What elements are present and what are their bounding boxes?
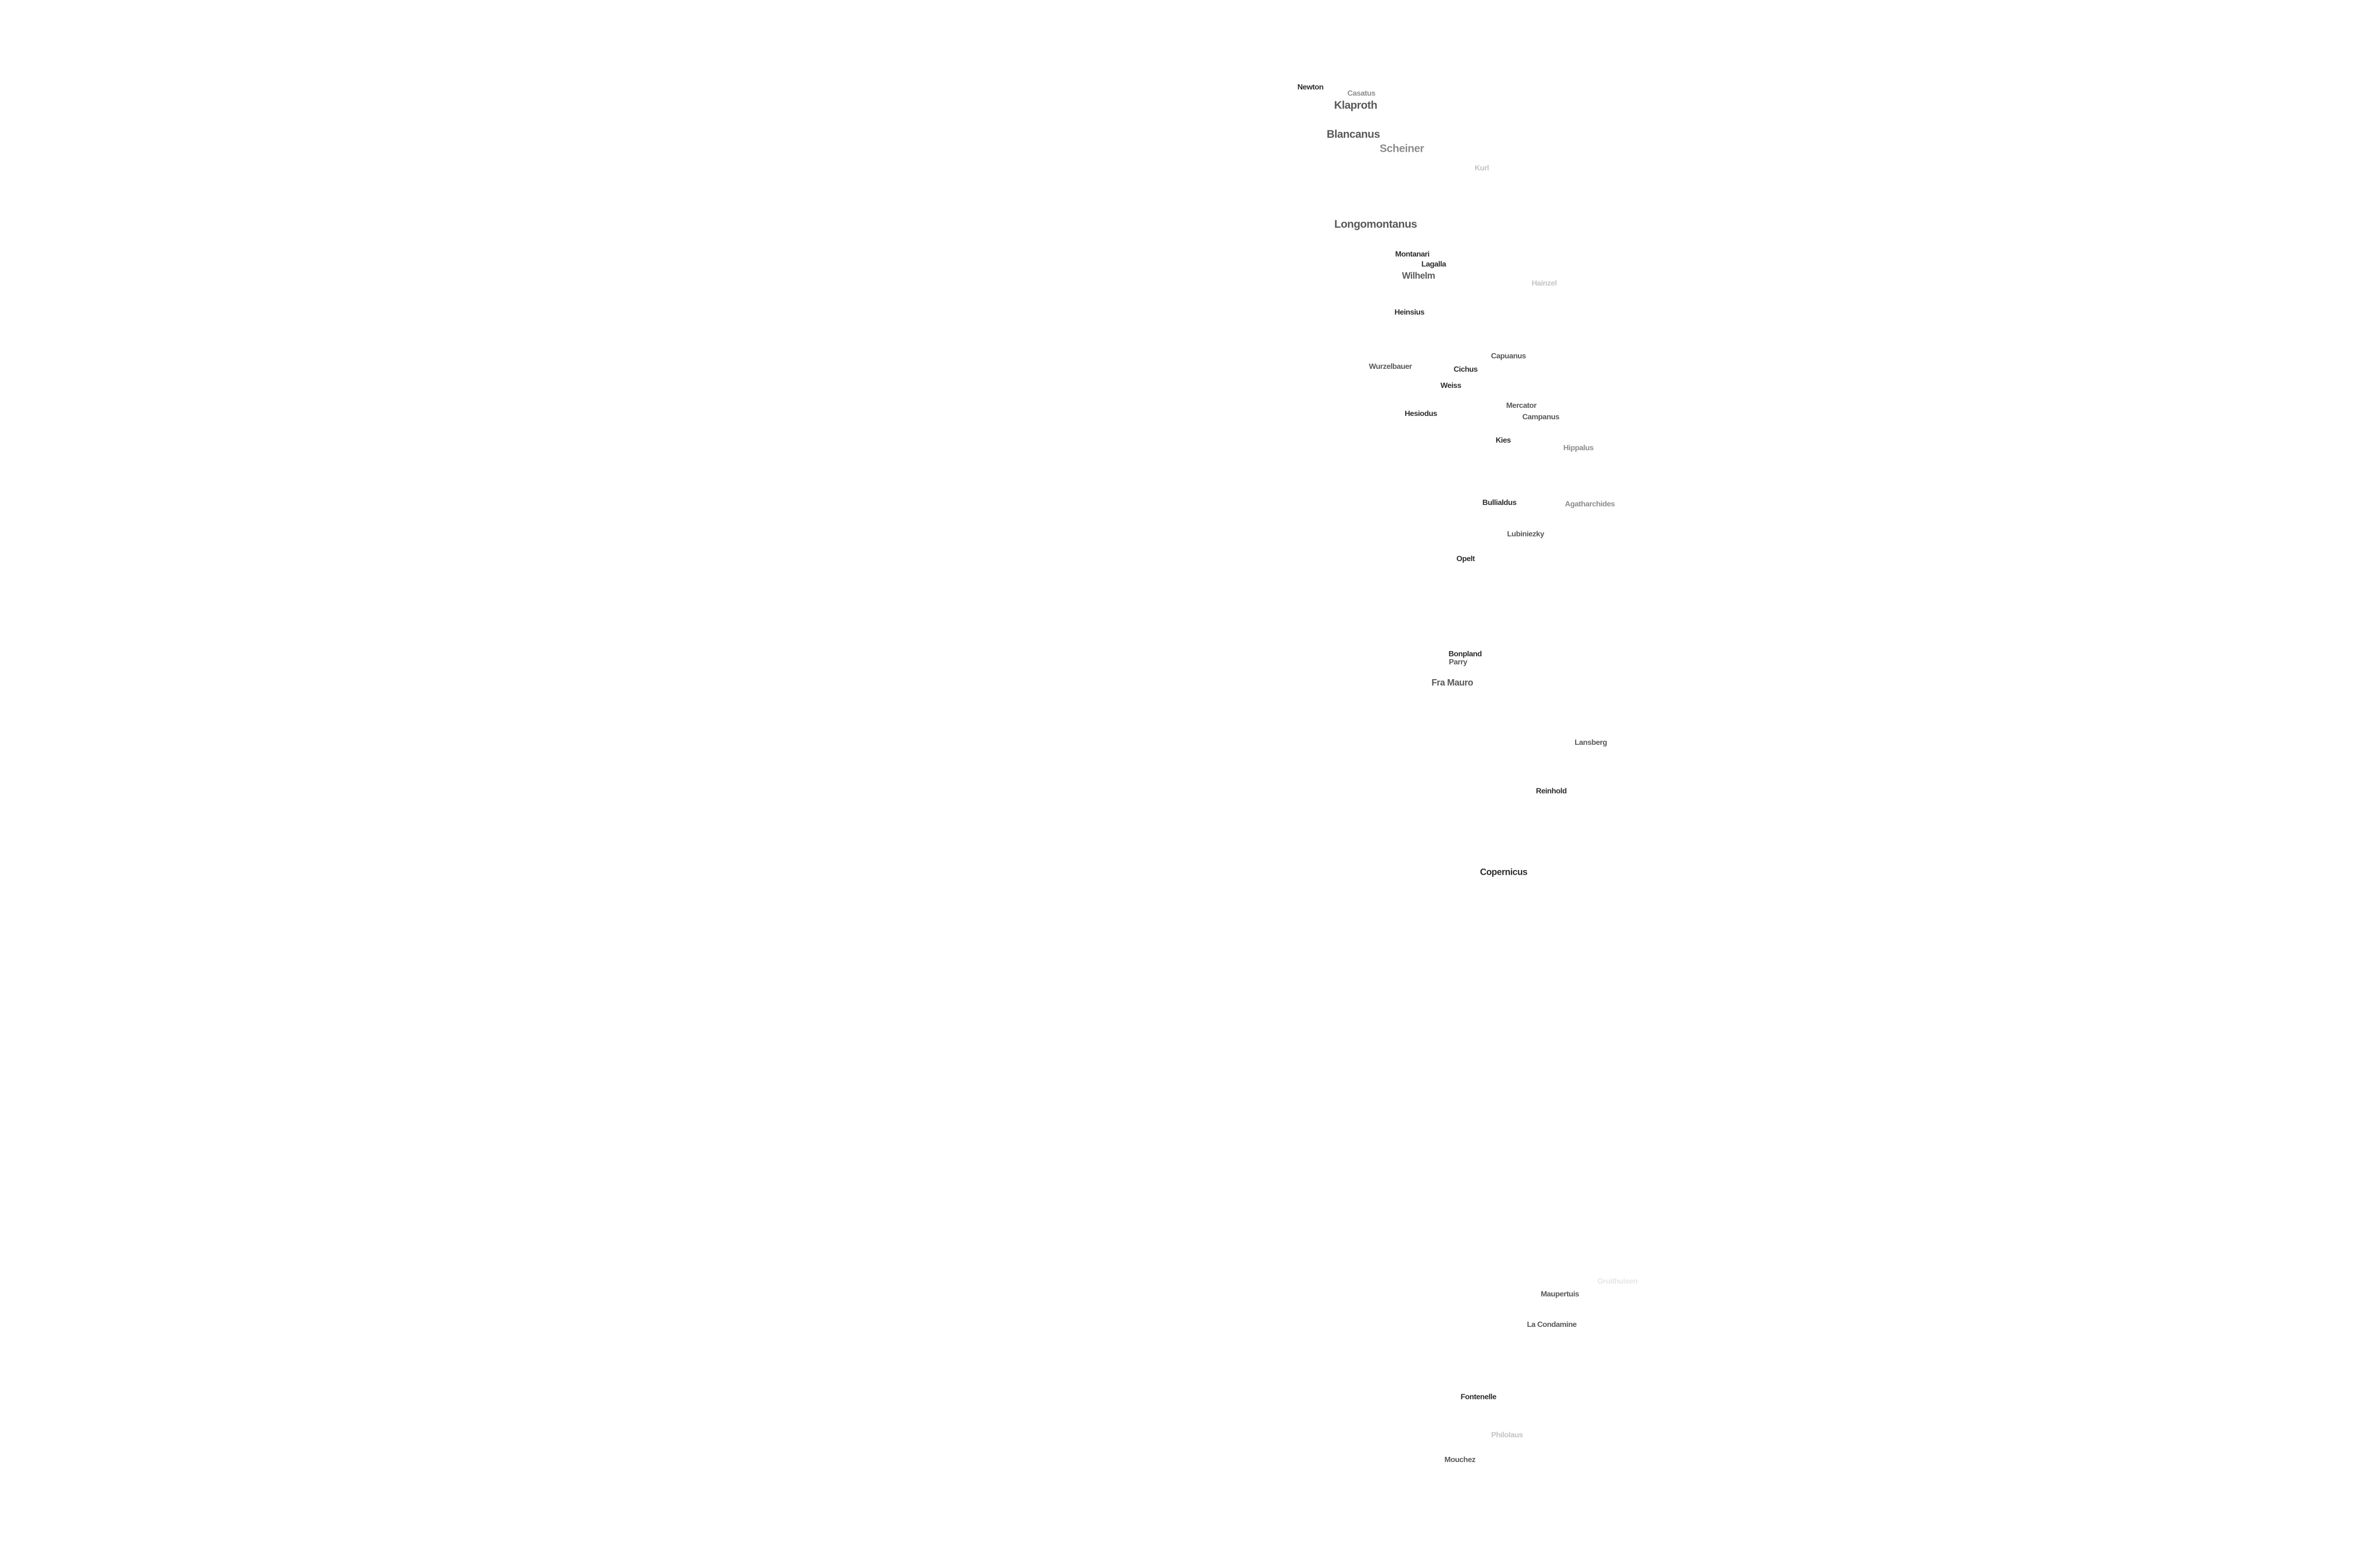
crater-label-hippalus[interactable]: Hippalus bbox=[1563, 444, 1594, 452]
crater-label-wurzelbauer[interactable]: Wurzelbauer bbox=[1368, 363, 1412, 371]
crater-label-campanus[interactable]: Campanus bbox=[1522, 413, 1559, 421]
crater-label-philolaus[interactable]: Philolaus bbox=[1491, 1431, 1523, 1439]
crater-label-longomontanus[interactable]: Longomontanus bbox=[1334, 217, 1417, 230]
crater-label-hainzel[interactable]: Hainzel bbox=[1531, 279, 1557, 287]
crater-label-opelt[interactable]: Opelt bbox=[1456, 555, 1475, 563]
crater-label-capuanus[interactable]: Capuanus bbox=[1491, 352, 1526, 360]
crater-label-weiss[interactable]: Weiss bbox=[1440, 382, 1461, 390]
crater-label-fra-mauro[interactable]: Fra Mauro bbox=[1431, 678, 1473, 688]
crater-label-lansberg[interactable]: Lansberg bbox=[1574, 739, 1607, 747]
crater-label-montanari[interactable]: Montanari bbox=[1395, 250, 1429, 258]
crater-label-copernicus[interactable]: Copernicus bbox=[1480, 867, 1527, 878]
crater-label-hesiodus[interactable]: Hesiodus bbox=[1404, 410, 1438, 418]
crater-label-casatus[interactable]: Casatus bbox=[1347, 89, 1376, 98]
crater-label-reinhold[interactable]: Reinhold bbox=[1536, 787, 1567, 795]
crater-label-la-condamine[interactable]: La Condamine bbox=[1527, 1321, 1577, 1329]
crater-label-cichus[interactable]: Cichus bbox=[1453, 366, 1478, 374]
crater-label-mercator[interactable]: Mercator bbox=[1506, 402, 1537, 410]
crater-label-maupertuis[interactable]: Maupertuis bbox=[1540, 1290, 1579, 1298]
crater-label-bonpland[interactable]: Bonpland bbox=[1448, 650, 1482, 658]
crater-label-agatharchides[interactable]: Agatharchides bbox=[1565, 500, 1615, 508]
crater-label-scheiner[interactable]: Scheiner bbox=[1379, 142, 1424, 155]
crater-label-gruithuisen[interactable]: Gruithuisen bbox=[1597, 1277, 1638, 1285]
crater-label-lagalla[interactable]: Lagalla bbox=[1421, 260, 1446, 268]
crater-label-mouchez[interactable]: Mouchez bbox=[1444, 1456, 1476, 1464]
crater-label-bullialdus[interactable]: Bullialdus bbox=[1482, 499, 1517, 507]
crater-label-newton[interactable]: Newton bbox=[1297, 83, 1324, 91]
crater-label-kies[interactable]: Kies bbox=[1496, 436, 1511, 445]
crater-label-klaproth[interactable]: Klaproth bbox=[1334, 99, 1378, 111]
crater-label-heinsius[interactable]: Heinsius bbox=[1394, 308, 1425, 316]
crater-label-lubiniezky[interactable]: Lubiniezky bbox=[1507, 530, 1544, 538]
crater-label-blancanus[interactable]: Blancanus bbox=[1327, 128, 1380, 140]
crater-label-fontenelle[interactable]: Fontenelle bbox=[1460, 1393, 1497, 1401]
crater-label-kurl[interactable]: Kurl bbox=[1475, 164, 1489, 172]
crater-label-wilhelm[interactable]: Wilhelm bbox=[1402, 271, 1435, 281]
crater-label-parry[interactable]: Parry bbox=[1448, 658, 1468, 666]
